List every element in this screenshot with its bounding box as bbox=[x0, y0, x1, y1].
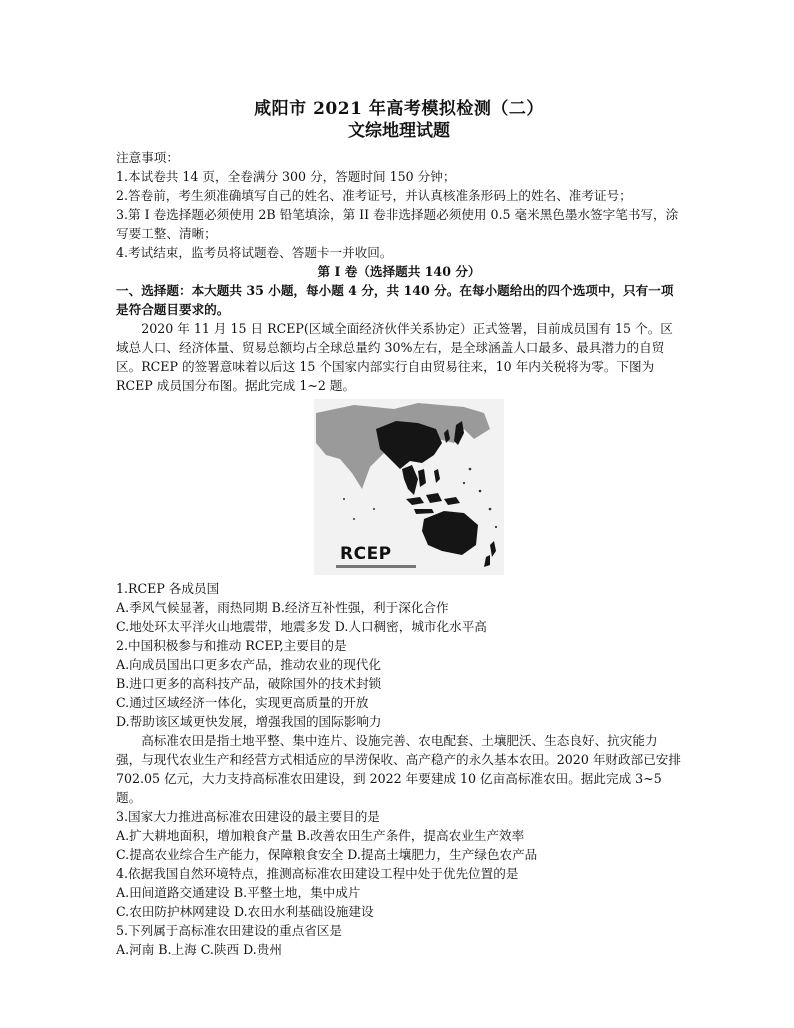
q1-stem: 1.RCEP 各成员国 bbox=[116, 581, 220, 596]
notice-item-1: 1.本试卷共 14 页，全卷满分 300 分，答题时间 150 分钟； bbox=[116, 169, 456, 184]
q2-option-c: C.通过区域经济一体化，实现更高质量的开放 bbox=[116, 695, 369, 710]
exam-subtitle: 文综地理试题 bbox=[348, 121, 450, 141]
q2-option-a: A.向成员国出口更多农产品，推动农业的现代化 bbox=[116, 657, 381, 672]
exam-title: 咸阳市 2021 年高考模拟检测（二） bbox=[254, 99, 544, 119]
notice-heading: 注意事项： bbox=[116, 150, 179, 165]
q3-options-cd: C.提高农业综合生产能力，保障粮食安全 D.提高土壤肥力，生产绿色农产品 bbox=[116, 847, 538, 862]
section-instruction: 一、选择题：本大题共 35 小题，每小题 4 分，共 140 分。在每小题给出的四个选项中，只有一项是符合题目要求的。 bbox=[116, 283, 674, 317]
rcep-map-figure bbox=[314, 399, 504, 575]
notice-item-4: 4.考试结束，监考员将试题卷、答题卡一并收回。 bbox=[116, 245, 393, 260]
q3-options-ab: A.扩大耕地面积，增加粮食产量 B.改善农田生产条件，提高农业生产效率 bbox=[116, 828, 525, 843]
q1-options-ab: A.季风气候显著，雨热同期 B.经济互补性强，利于深化合作 bbox=[116, 600, 449, 615]
passage-rcep: 2020 年 11 月 15 日 RCEP(区域全面经济伙伴关系协定）正式签署，目前成员国有 15 个。区域总人口、经济体量、贸易总额均占全球总量约 30%左右，是全球涵盖人口最多、最具潜力的自贸区。RCEP 的签署意味着以后这 15 个国家内部实行自由贸易往来，10 年内关税将为零。下图为 RCEP 成员国分布图。据此完成 1~2 题。 bbox=[116, 321, 673, 393]
q4-options-cd: C.农田防护林网建设 D.农田水利基础设施建设 bbox=[116, 904, 374, 919]
q2-option-d: D.帮助该区域更快发展，增强我国的国际影响力 bbox=[116, 714, 382, 729]
q2-option-b: B.进口更多的高科技产品，破除国外的技术封锁 bbox=[116, 676, 382, 691]
passage-farmland: 高标准农田是指土地平整、集中连片、设施完善、农电配套、土壤肥沃、生态良好、抗灾能力强，与现代农业生产和经营方式相适应的旱涝保收、高产稳产的永久基本农田。2020 年财政部已安排 702.05 亿元，大力支持高标准农田建设，到 2022 年要建成 10 亿亩高标准农田。据此完成 3~5 题。 bbox=[116, 733, 681, 805]
q5-stem: 5.下列属于高标准农田建设的重点省区是 bbox=[116, 923, 343, 938]
q4-options-ab: A.田间道路交通建设 B.平整土地，集中成片 bbox=[116, 885, 361, 900]
notice-item-2: 2.答卷前，考生须准确填写自己的姓名、准考证号，并认真核准条形码上的姓名、准考证号； bbox=[116, 188, 632, 203]
section-title: 第 I 卷（选择题共 140 分） bbox=[317, 264, 481, 279]
q1-options-cd: C.地处环太平洋火山地震带，地震多发 D.人口稠密，城市化水平高 bbox=[116, 619, 487, 634]
q4-stem: 4.依据我国自然环境特点，推测高标准农田建设工程中处于优先位置的是 bbox=[116, 866, 519, 881]
exam-page bbox=[116, 98, 682, 959]
q3-stem: 3.国家大力推进高标准农田建设的最主要目的是 bbox=[116, 809, 380, 824]
rcep-subtitle-bar bbox=[336, 565, 416, 568]
q5-options: A.河南 B.上海 C.陕西 D.贵州 bbox=[116, 942, 282, 957]
q2-stem: 2.中国积极参与和推动 RCEP,主要目的是 bbox=[116, 638, 347, 653]
rcep-figure-label: RCEP bbox=[340, 544, 392, 564]
notice-item-3: 3.第 I 卷选择题必须使用 2B 铅笔填涂，第 II 卷非选择题必须使用 0.5 毫米黑色墨水签字笔书写，涂写要工整、清晰； bbox=[116, 207, 679, 241]
